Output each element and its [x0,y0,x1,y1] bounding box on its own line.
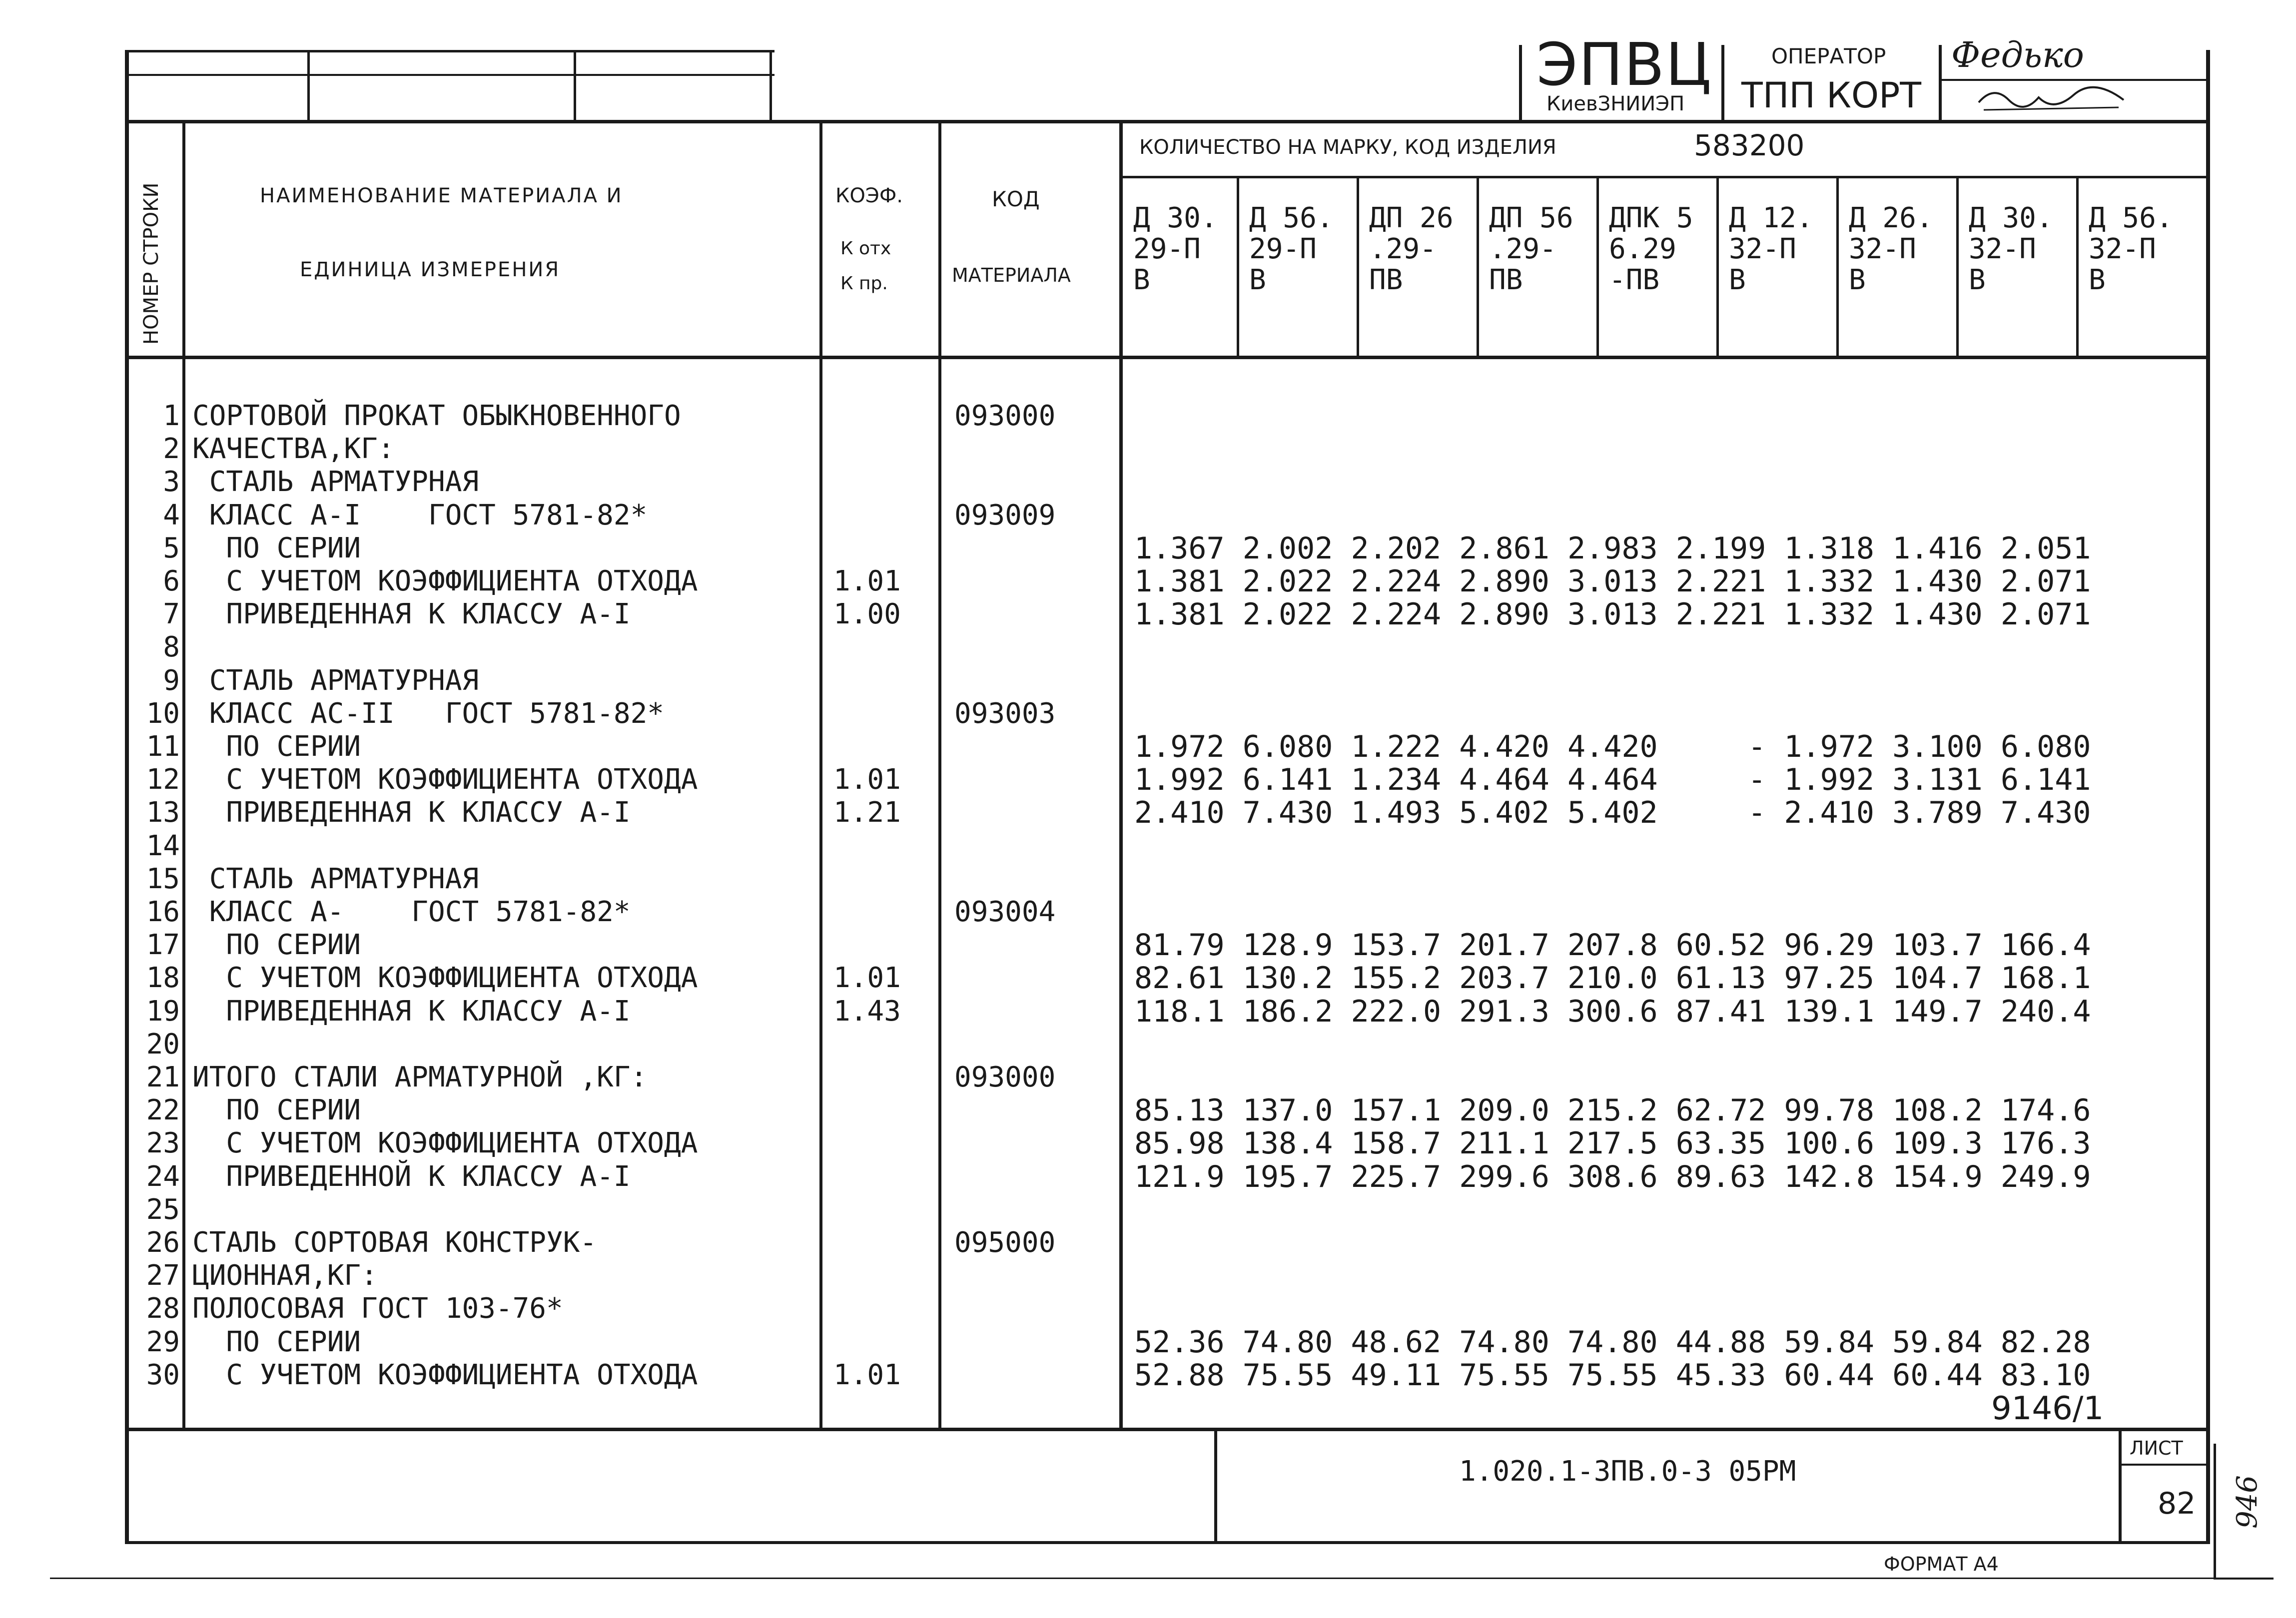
row-number: 28 [146,1292,180,1325]
product-column-header: .29- [1369,233,1437,265]
row-number: 15 [146,863,180,895]
row-number: 12 [146,763,180,796]
row-number: 30 [146,1359,180,1391]
koef-value: 1.00 [833,598,901,630]
sheet-label: ЛИСТ [2130,1437,2183,1459]
row-number: 26 [146,1226,180,1259]
material-name: С УЧЕТОМ КОЭФФИЦИЕНТА ОТХОДА [192,763,698,796]
row-number: 22 [146,1094,180,1126]
row-values: 121.9 195.7 225.7 299.6 308.6 89.63 142.8 154.9 249.9 [1134,1159,2091,1194]
org-title: ЭПВЦ [1536,30,1712,99]
product-column-header: Д 30. [1969,202,2053,234]
koef-value: 1.21 [833,796,901,829]
product-column-header: Д 26. [1849,202,1933,234]
product-column-header: 32-П [1729,233,1796,265]
row-number: 21 [146,1061,180,1093]
row-number: 29 [146,1326,180,1358]
material-name: ПРИВЕДЕННАЯ К КЛАССУ А-I [192,598,631,630]
row-number: 9 [163,664,180,697]
operator-label: ОПЕРАТОР [1771,44,1886,68]
material-name: ПО СЕРИИ [192,929,361,961]
row-number: 4 [163,499,180,532]
material-name: КЛАСС А- ГОСТ 5781-82* [192,896,631,928]
material-header-line2: ЕДИНИЦА ИЗМЕРЕНИЯ [300,258,561,281]
row-values: 1.381 2.022 2.224 2.890 3.013 2.221 1.332 1.430 2.071 [1134,564,2091,599]
row-number: 10 [146,697,180,730]
product-column-header: В [1729,264,1746,296]
material-name: СТАЛЬ АРМАТУРНАЯ [192,664,479,697]
material-name: ПРИВЕДЕННОЙ К КЛАССУ А-I [192,1160,631,1193]
koef-header-2: К отх [840,238,891,259]
material-code: 093004 [954,896,1056,928]
koef-value: 1.43 [833,995,901,1028]
product-column-header: Д 30. [1133,202,1218,234]
row-number: 11 [146,730,180,763]
product-column-header: Д 56. [2089,202,2173,234]
material-code: 093003 [954,697,1056,730]
product-column-header: 32-П [1849,233,1916,265]
row-number: 13 [146,796,180,829]
product-column-header: 32-П [2089,233,2156,265]
koef-header-1: КОЭФ. [835,184,903,207]
operator-signature: Федько [1951,34,2084,75]
material-code: 093009 [954,499,1056,532]
material-name: ПРИВЕДЕННАЯ К КЛАССУ А-I [192,796,631,829]
material-name: С УЧЕТОМ КОЭФФИЦИЕНТА ОТХОДА [192,565,698,597]
material-name: ПО СЕРИИ [192,1094,361,1126]
material-name: ПО СЕРИИ [192,730,361,763]
material-code: 095000 [954,1226,1056,1259]
koef-value: 1.01 [833,763,901,796]
row-number: 6 [163,565,180,597]
doc-designation: 1.020.1-3ПВ.0-3 05РМ [1459,1455,1796,1488]
product-column-header: 6.29 [1609,233,1676,265]
koef-header-3: К пр. [840,273,888,294]
row-values: 1.992 6.141 1.234 4.464 4.464 - 1.992 3.131 6.141 [1134,762,2091,797]
row-values: 1.972 6.080 1.222 4.420 4.420 - 1.972 3.100 6.080 [1134,729,2091,764]
row-number: 19 [146,995,180,1028]
row-values: 1.381 2.022 2.224 2.890 3.013 2.221 1.332 1.430 2.071 [1134,597,2091,632]
material-name: СОРТОВОЙ ПРОКАТ ОБЫКНОВЕННОГО [192,400,681,432]
material-name: С УЧЕТОМ КОЭФФИЦИЕНТА ОТХОДА [192,1127,698,1159]
row-values: 82.61 130.2 155.2 203.7 210.0 61.13 97.25 104.7 168.1 [1134,961,2091,996]
product-column-header: В [1249,264,1266,296]
product-column-header: ДП 56 [1489,202,1573,234]
row-number: 1 [163,400,180,432]
material-name: ПРИВЕДЕННАЯ К КЛАССУ А-I [192,995,631,1028]
product-column-header: В [1849,264,1866,296]
row-number: 18 [146,962,180,994]
material-name: С УЧЕТОМ КОЭФФИЦИЕНТА ОТХОДА [192,962,698,994]
material-name: С УЧЕТОМ КОЭФФИЦИЕНТА ОТХОДА [192,1359,698,1391]
product-column-header: 29-П [1249,233,1317,265]
material-name: ПО СЕРИИ [192,1326,361,1358]
row-number: 16 [146,896,180,928]
product-column-header: 29-П [1133,233,1201,265]
product-column-header: ПВ [1489,264,1523,296]
row-number: 7 [163,598,180,630]
product-column-header: В [2089,264,2106,296]
material-name: КАЧЕСТВА,КГ: [192,433,395,465]
product-column-header: Д 56. [1249,202,1334,234]
product-column-header: ДПК 5 [1609,202,1693,234]
material-name: СТАЛЬ АРМАТУРНАЯ [192,863,479,895]
row-number: 24 [146,1160,180,1193]
product-column-header: В [1133,264,1150,296]
koef-value: 1.01 [833,1359,901,1391]
material-header-line1: НАИМЕНОВАНИЕ МАТЕРИАЛА И [260,184,623,207]
row-number: 25 [146,1193,180,1226]
side-note: 946 [2231,1475,2264,1529]
row-number: 3 [163,466,180,498]
koef-value: 1.01 [833,962,901,994]
material-name: ИТОГО СТАЛИ АРМАТУРНОЙ ,КГ: [192,1061,648,1093]
product-code: 583200 [1694,128,1805,162]
row-values: 2.410 7.430 1.493 5.402 5.402 - 2.410 3.789 7.430 [1134,795,2091,830]
material-name: ПО СЕРИИ [192,532,361,564]
code-header-2: МАТЕРИАЛА [952,264,1071,286]
row-values: 85.13 137.0 157.1 209.0 215.2 62.72 99.78 108.2 174.6 [1134,1093,2091,1128]
row-number: 14 [146,830,180,862]
row-number: 5 [163,532,180,564]
row-number: 23 [146,1127,180,1159]
row-number: 27 [146,1259,180,1292]
material-code: 093000 [954,400,1056,432]
row-number: 2 [163,433,180,465]
system-name: ТПП КОРТ [1741,75,1922,116]
sheet-number: 82 [2158,1486,2196,1521]
material-name: ЦИОННАЯ,КГ: [192,1259,378,1292]
product-column-header: .29- [1489,233,1556,265]
format-label: ФОРМАТ А4 [1884,1553,1999,1575]
code-header-1: КОД [992,187,1040,211]
row-number: 20 [146,1028,180,1061]
row-values: 52.36 74.80 48.62 74.80 74.80 44.88 59.84 59.84 82.28 [1134,1325,2091,1360]
product-column-header: ДП 26 [1369,202,1454,234]
doc-number: 9146/1 [1991,1390,2104,1427]
row-number: 8 [163,631,180,663]
product-column-header: Д 12. [1729,202,1813,234]
row-number: 17 [146,929,180,961]
material-name: КЛАСС АС-II ГОСТ 5781-82* [192,697,665,730]
row-values: 81.79 128.9 153.7 201.7 207.8 60.52 96.29 103.7 166.4 [1134,928,2091,963]
product-column-header: 32-П [1969,233,2036,265]
qty-header: КОЛИЧЕСТВО НА МАРКУ, КОД ИЗДЕЛИЯ [1139,136,1556,159]
material-name: ПОЛОСОВАЯ ГОСТ 103-76* [192,1292,563,1325]
koef-value: 1.01 [833,565,901,597]
product-column-header: В [1969,264,1986,296]
row-number-header: НОМЕР СТРОКИ [140,182,163,345]
org-subtitle: КиевЗНИИЭП [1546,92,1685,115]
row-values: 1.367 2.002 2.202 2.861 2.983 2.199 1.318 1.416 2.051 [1134,531,2091,566]
row-values: 85.98 138.4 158.7 211.1 217.5 63.35 100.6 109.3 176.3 [1134,1126,2091,1161]
signature-scribble [1974,82,2134,117]
material-name: СТАЛЬ АРМАТУРНАЯ [192,466,479,498]
material-name: СТАЛЬ СОРТОВАЯ КОНСТРУК- [192,1226,597,1259]
material-code: 093000 [954,1061,1056,1093]
row-values: 118.1 186.2 222.0 291.3 300.6 87.41 139.1 149.7 240.4 [1134,994,2091,1029]
row-values: 52.88 75.55 49.11 75.55 75.55 45.33 60.44 60.44 83.10 [1134,1358,2091,1393]
product-column-header: -ПВ [1609,264,1660,296]
product-column-header: ПВ [1369,264,1403,296]
material-name: КЛАСС А-I ГОСТ 5781-82* [192,499,648,532]
